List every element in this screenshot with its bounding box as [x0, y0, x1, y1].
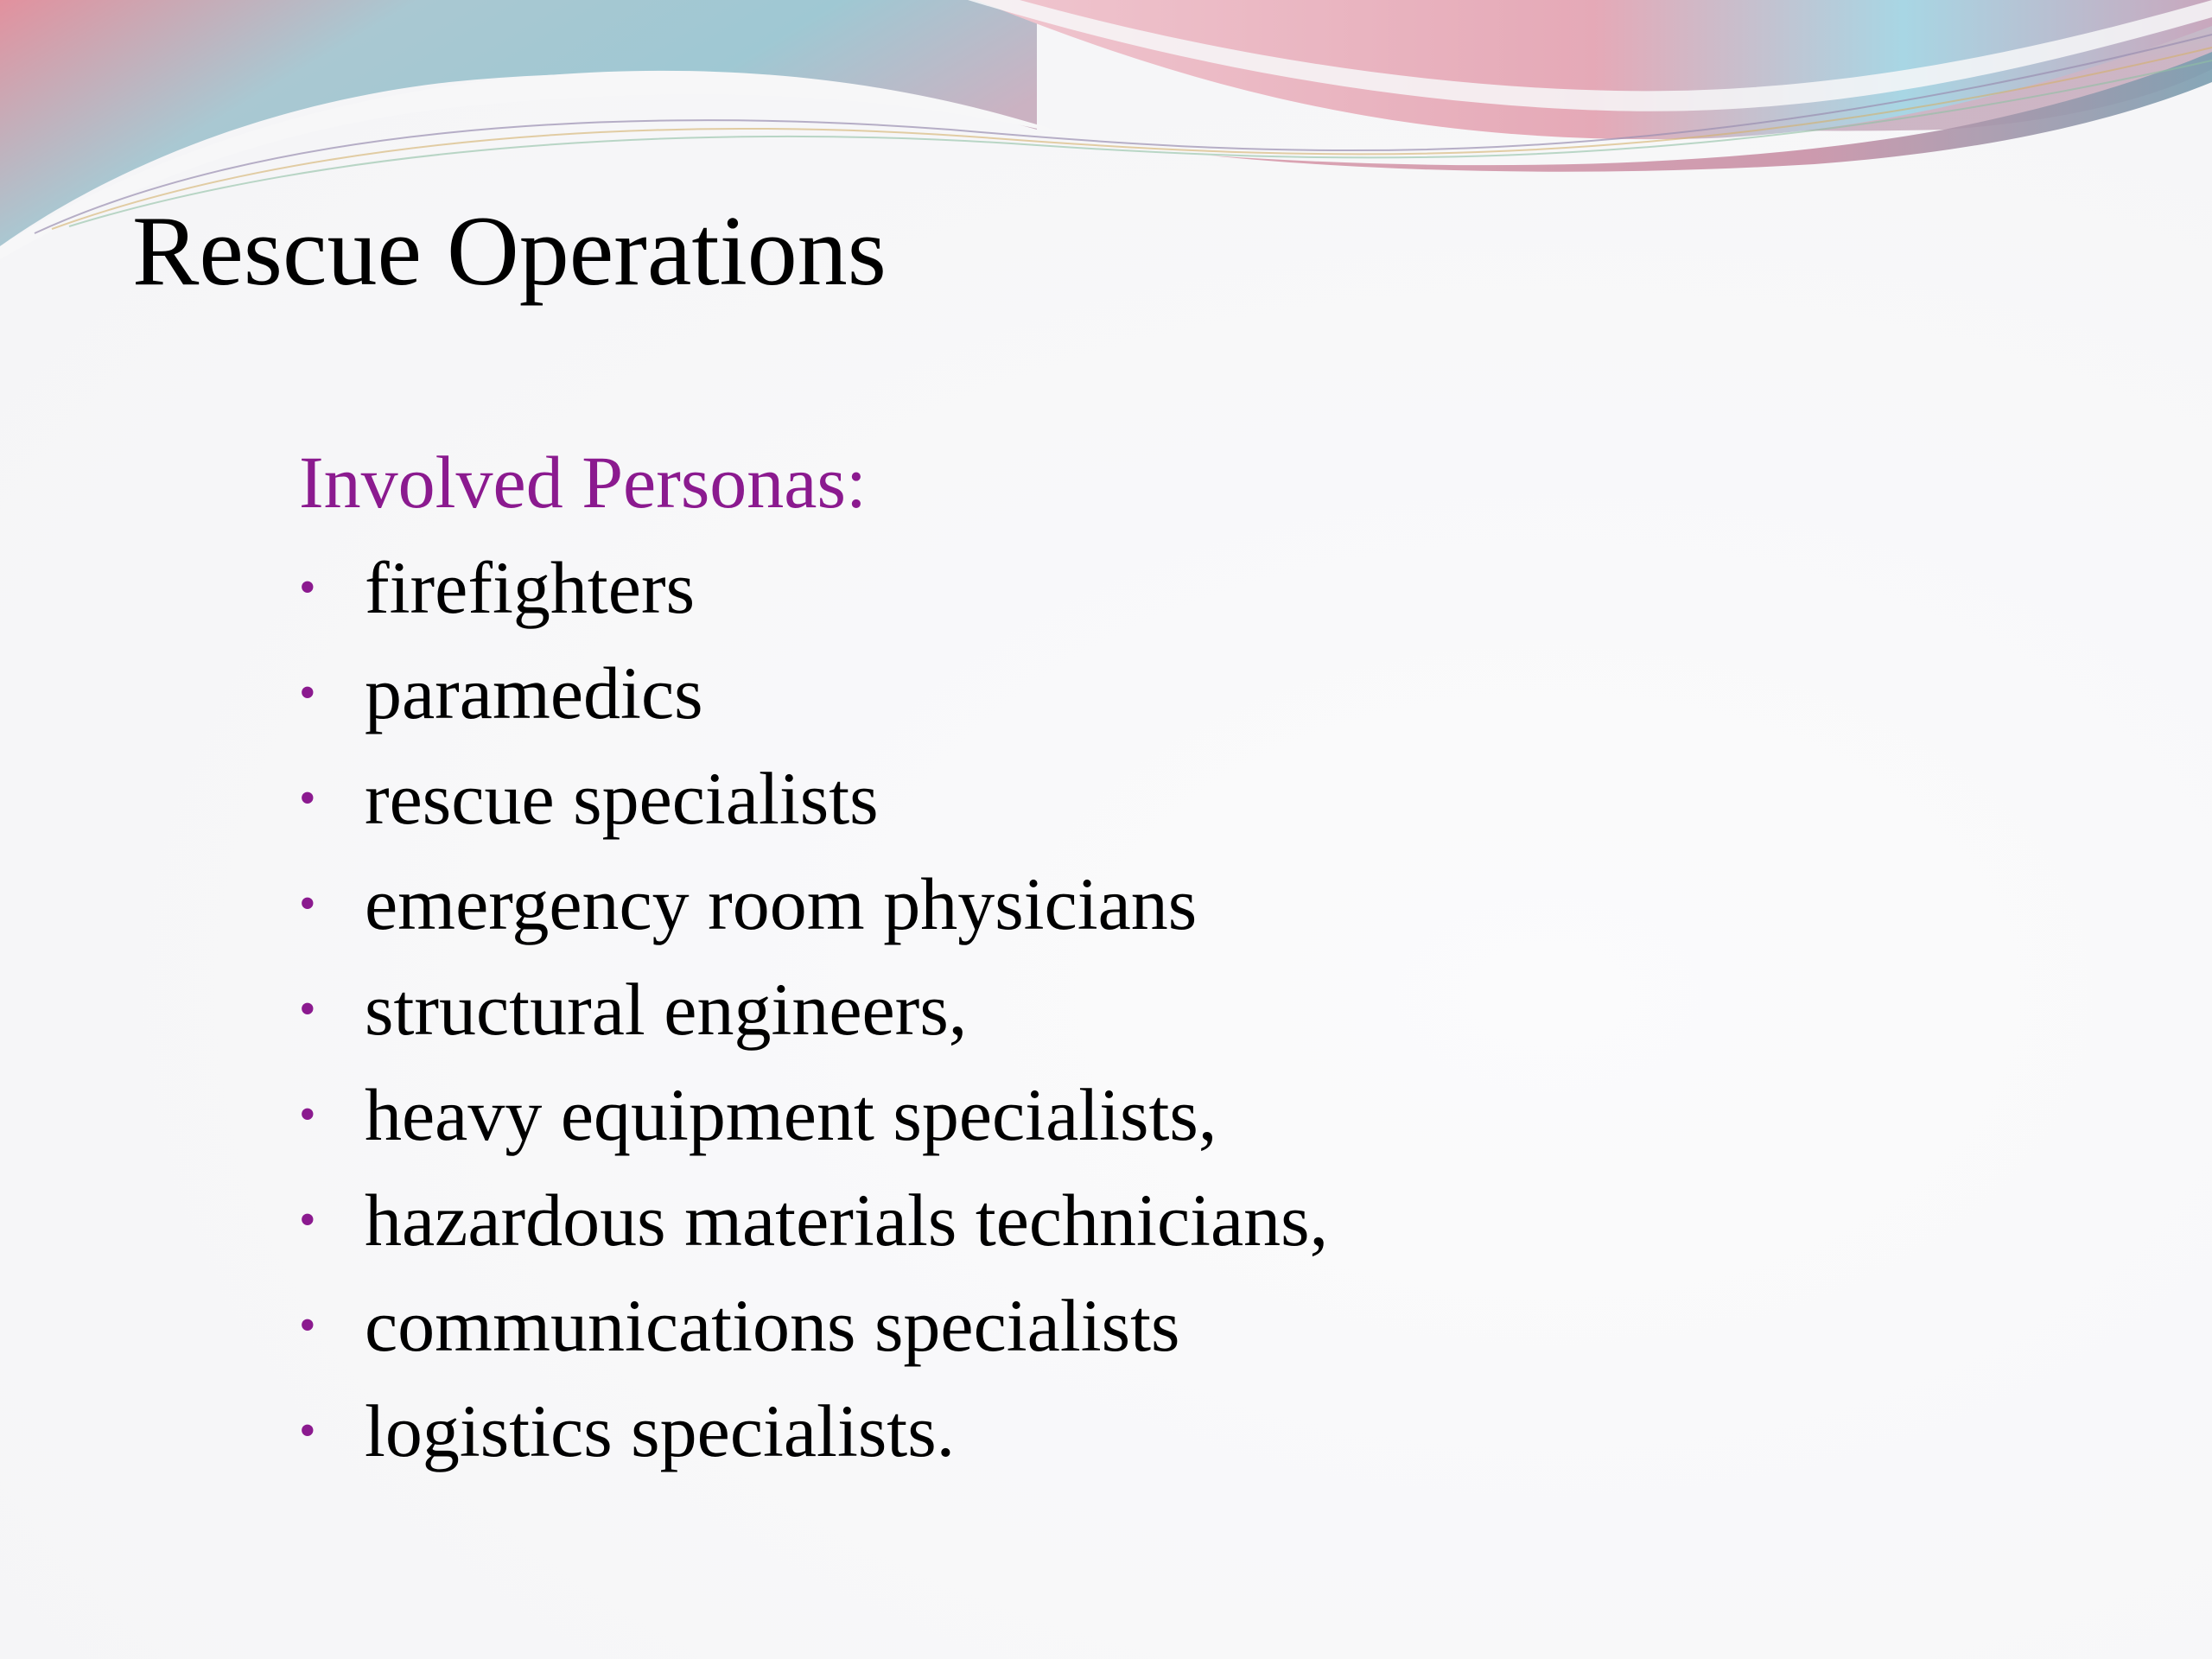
list-item	[299, 1062, 1941, 1167]
list-item	[299, 1378, 1941, 1484]
bullet-icon: •	[299, 1299, 316, 1352]
list-item-text: paramedics	[365, 652, 703, 734]
list-item-text: communications specialists	[365, 1284, 1180, 1367]
list-item	[299, 535, 1941, 640]
bullet-icon: •	[299, 772, 316, 825]
bullet-icon: •	[299, 666, 316, 720]
list-item	[299, 1167, 1941, 1273]
list-item	[299, 957, 1941, 1062]
list-item	[299, 851, 1941, 957]
list-item	[299, 640, 1941, 746]
list-item-text: heavy equipment specialists,	[365, 1073, 1217, 1156]
list-item-text: hazardous materials technicians,	[365, 1179, 1329, 1262]
list-item	[299, 1273, 1941, 1378]
list-heading: Involved Personas:	[299, 441, 867, 524]
bullet-icon: •	[299, 561, 316, 614]
bullet-icon: •	[299, 982, 316, 1036]
list-item-text: firefighters	[365, 546, 696, 629]
bullet-icon: •	[299, 1404, 316, 1458]
list-item-text: structural engineers,	[365, 968, 968, 1051]
bullet-icon: •	[299, 1088, 316, 1141]
list-item-text: logistics specialists.	[365, 1389, 956, 1472]
list-item-text: emergency room physicians	[365, 862, 1198, 945]
bullet-icon: •	[299, 1193, 316, 1247]
bullet-icon: •	[299, 877, 316, 931]
list-item	[299, 746, 1941, 851]
slide-title: Rescue Operations	[132, 196, 887, 307]
list-item-text: rescue specialists	[365, 757, 879, 840]
persona-list	[299, 535, 1941, 1484]
slide-content	[299, 429, 1941, 1484]
